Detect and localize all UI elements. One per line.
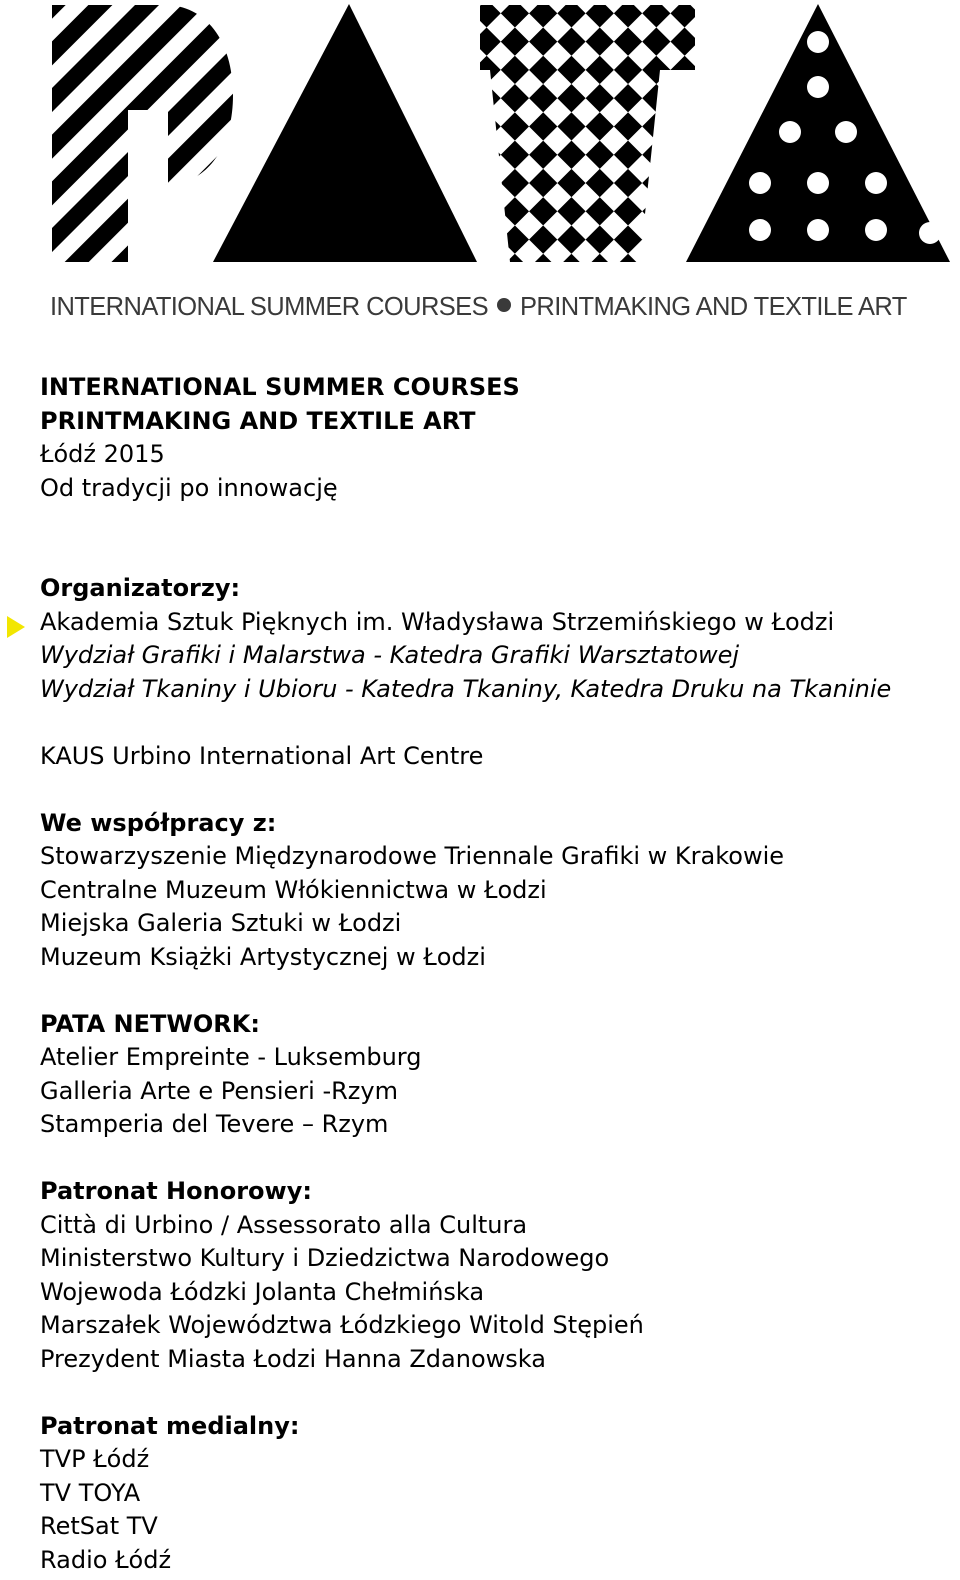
logo-tagline (50, 293, 950, 322)
document-body (40, 371, 950, 1577)
organizers-dept-1: Wydział Grafiki i Malarstwa - Katedra Grafiki Warsztatowej (40, 641, 740, 669)
intro-title-2: PRINTMAKING AND TEXTILE ART (40, 406, 476, 435)
list-item: Marszałek Województwa Łódzkiego Witold Stępień (40, 1311, 644, 1339)
arrow-marker-icon (7, 616, 25, 638)
network-heading: PATA NETWORK: (40, 1009, 260, 1038)
list-item: TV TOYA (40, 1478, 141, 1507)
organizers-partner: KAUS Urbino International Art Centre (40, 741, 484, 770)
tagline-left: INTERNATIONAL SUMMER COURSES (50, 293, 488, 321)
logo-letter-t (480, 5, 695, 262)
logo-letter-p (40, 0, 250, 270)
list-item: RetSat TV (40, 1512, 158, 1540)
honorary-heading: Patronat Honorowy: (40, 1177, 312, 1205)
organizers-academy: Akademia Sztuk Pięknych im. Władysława Strzemińskiego w Łodzi (40, 607, 835, 636)
logo-letter-a-solid (213, 4, 477, 262)
list-item: Galleria Arte e Pensieri -Rzym (40, 1076, 398, 1105)
organizers-dept-2: Wydział Tkaniny i Ubioru - Katedra Tkaniny, Katedra Druku na Tkaninie (40, 674, 892, 703)
logo-letter-a-dotted (686, 4, 950, 262)
media-heading: Patronat medialny: (40, 1411, 300, 1440)
organizers-heading: Organizatorzy: (40, 574, 241, 602)
cooperation-heading: We współpracy z: (40, 808, 277, 837)
intro-place-year: Łódź 2015 (40, 440, 165, 468)
list-item: Miejska Galeria Sztuki w Łodzi (40, 909, 402, 937)
list-item: Prezydent Miasta Łodzi Hanna Zdanowska (40, 1344, 546, 1373)
list-item: Centralne Muzeum Włókiennictwa w Łodzi (40, 875, 547, 904)
tagline-right: PRINTMAKING AND TEXTILE ART (520, 293, 907, 321)
list-item: Città di Urbino / Assessorato alla Cultura (40, 1210, 528, 1239)
list-item: Stamperia del Tevere – Rzym (40, 1110, 389, 1138)
pata-logo (0, 0, 960, 280)
list-item: Atelier Empreinte - Luksemburg (40, 1043, 422, 1071)
list-item: Radio Łódź (40, 1545, 172, 1574)
intro-motto: Od tradycji po innowację (40, 473, 338, 502)
list-item: Stowarzyszenie Międzynarodowe Triennale Grafiki w Krakowie (40, 842, 784, 870)
list-item: TVP Łódź (40, 1445, 150, 1473)
list-item: Muzeum Książki Artystycznej w Łodzi (40, 942, 486, 971)
bullet-dot-icon (497, 298, 511, 312)
intro-title-1: INTERNATIONAL SUMMER COURSES (40, 373, 520, 401)
list-item: Ministerstwo Kultury i Dziedzictwa Narodowego (40, 1244, 610, 1272)
list-item: Wojewoda Łódzki Jolanta Chełmińska (40, 1277, 485, 1306)
